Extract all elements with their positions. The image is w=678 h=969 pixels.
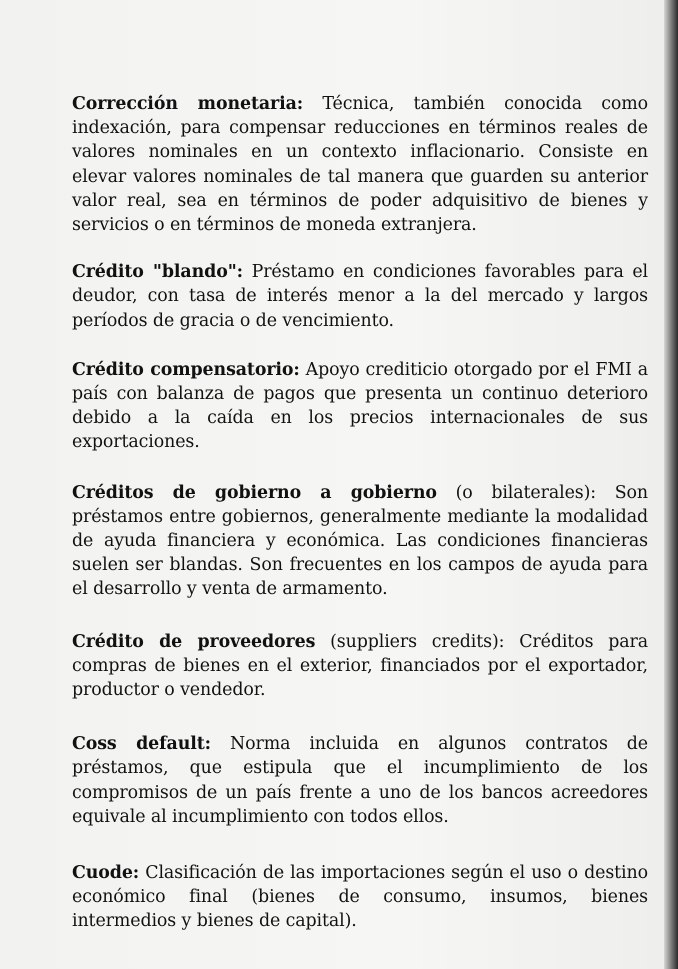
entry-term: Crédito de proveedores xyxy=(72,631,316,652)
glossary-entry-credito-compensatorio xyxy=(72,358,648,455)
glossary-entry-cuode xyxy=(72,861,648,934)
entry-definition: (suppliers credits): Créditos para compras de bienes en el exterior, financiados por el exportador, productor o vendedor. xyxy=(72,631,648,701)
glossary-entry-correccion-monetaria xyxy=(72,92,648,237)
entry-definition: (o bilaterales): Son préstamos entre gobiernos, generalmente mediante la modalidad de ayuda financiera y económica. Las condiciones financieras suelen ser blandas. Son frecuentes en los campos de ayuda para el desarrollo y venta de armamento. xyxy=(72,482,648,600)
entry-term: Coss default: xyxy=(72,734,212,755)
entry-term: Corrección monetaria: xyxy=(72,94,304,114)
entry-definition: Norma incluida en algunos contratos de préstamos, que estipula que el incumplimiento de los compromisos de un país frente a uno de los bancos acreedores equivale al incumplimiento con todos ellos. xyxy=(72,734,649,827)
entry-definition: Apoyo crediticio otorgado por el FMI a país con balanza de pagos que presenta un continuo deterioro debido a la caída en los precios internacionales de sus exportaciones. xyxy=(72,359,648,453)
entry-term: Crédito "blando": xyxy=(72,262,243,283)
entry-definition: Clasificación de las importaciones según el uso o destino económico final (bienes de consumo, insumos, bienes intermedios y bienes de capital). xyxy=(72,863,648,932)
entry-definition: Préstamo en condiciones favorables para el deudor, con tasa de interés menor a la del mercado y largos períodos de gracia o de vencimiento. xyxy=(72,262,648,331)
page-edge-shadow xyxy=(664,0,678,969)
entry-term: Cuode: xyxy=(72,863,140,884)
entry-term: Crédito compensatorio: xyxy=(72,359,300,380)
glossary-entry-coss-default xyxy=(72,732,648,829)
entry-definition: Técnica, también conocida como indexación, para compensar reducciones en términos reales de valores nominales en un contexto inflacionario. Consiste en elevar valores nominales de tal manera que guarden su anterior valor real, sea en términos de poder adquisitivo de bienes y servicios o en términos de moneda extranjera. xyxy=(72,94,648,236)
entry-term: Créditos de gobierno a gobierno xyxy=(72,482,437,503)
glossary-entry-credito-de-proveedores xyxy=(72,630,648,703)
glossary-entry-credito-blando xyxy=(72,260,648,333)
glossary-content xyxy=(72,92,648,958)
glossary-entry-creditos-gobierno-a-gobierno xyxy=(72,481,648,602)
